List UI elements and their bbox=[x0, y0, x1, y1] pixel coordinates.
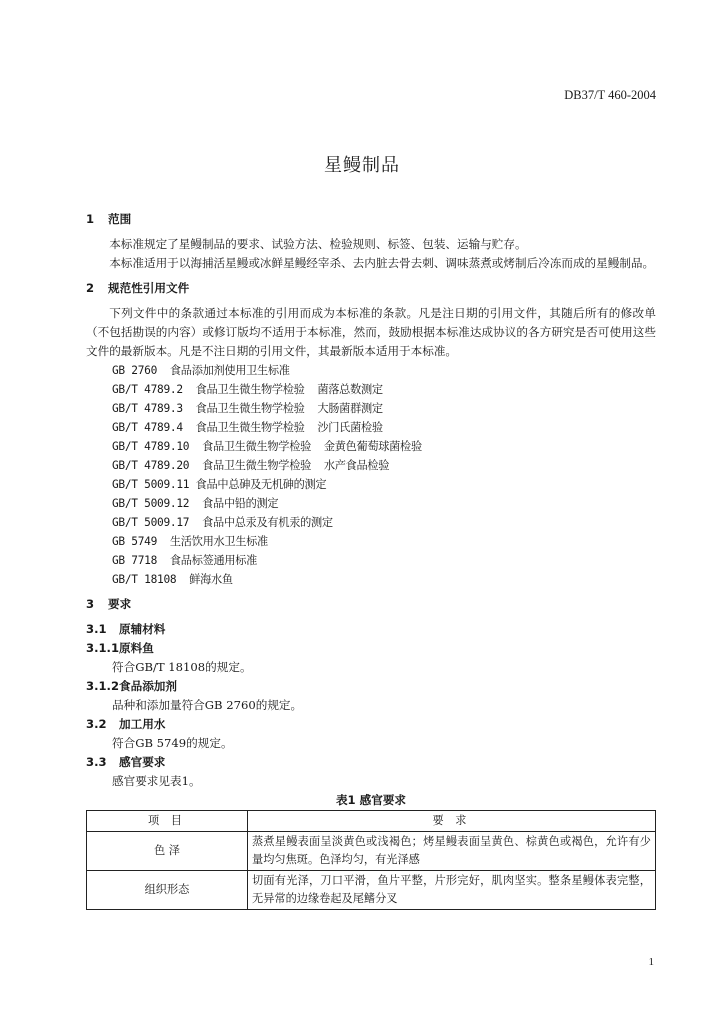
section-number: 3.1.2 bbox=[86, 679, 120, 693]
reference-item: GB/T 5009.11 食品中总砷及无机砷的测定 bbox=[112, 478, 327, 491]
document-title: 星鳗制品 bbox=[324, 155, 400, 176]
reference-item: GB/T 4789.10 食品卫生微生物学检验 金黄色葡萄球菌检验 bbox=[112, 440, 422, 453]
paragraph: 本标准规定了星鳗制品的要求、试验方法、检验规则、标签、包装、运输与贮存。 bbox=[109, 237, 527, 251]
reference-list bbox=[86, 361, 656, 589]
section-3-2-heading bbox=[86, 715, 656, 734]
table-cell-requirement: 蒸煮星鳗表面呈淡黄色或浅褐色；烤星鳗表面呈黄色、棕黄色或褐色，允许有少量均匀焦斑。色泽均匀，有光泽感 bbox=[248, 832, 656, 871]
table-title: 表1 感官要求 bbox=[335, 793, 407, 807]
table-cell-requirement: 切面有光泽，刀口平滑，鱼片平整，片形完好，肌肉坚实。整条星鳗体表完整，无异常的边缘卷起及尾鳍分叉 bbox=[248, 871, 656, 910]
section-title: 范围 bbox=[108, 212, 132, 226]
section-3-1-2-heading bbox=[86, 677, 656, 696]
reference-item: GB/T 5009.12 食品中铅的测定 bbox=[112, 497, 279, 510]
section-title: 要求 bbox=[108, 597, 132, 611]
reference-item: GB 5749 生活饮用水卫生标准 bbox=[112, 535, 268, 548]
section-2-heading bbox=[86, 279, 656, 298]
table-header-requirement: 要 求 bbox=[248, 811, 656, 832]
section-3-1-1-heading bbox=[86, 639, 656, 658]
section-title: 感官要求 bbox=[119, 755, 166, 769]
page-number: 1 bbox=[648, 956, 654, 968]
table-row bbox=[87, 832, 656, 871]
section-title: 食品添加剂 bbox=[119, 679, 177, 693]
table-cell-item: 组织形态 bbox=[87, 871, 248, 910]
section-number: 3.2 bbox=[86, 717, 107, 731]
section-3-heading bbox=[86, 595, 656, 614]
section-title: 加工用水 bbox=[119, 717, 166, 731]
section-title: 原辅材料 bbox=[119, 622, 166, 636]
standard-code: DB37/T 460-2004 bbox=[564, 88, 656, 102]
sensory-requirements-table bbox=[86, 810, 656, 910]
reference-item: GB/T 4789.4 食品卫生微生物学检验 沙门氏菌检验 bbox=[112, 421, 383, 434]
section-3-3-heading bbox=[86, 753, 656, 772]
paragraph: 感官要求见表1。 bbox=[112, 774, 201, 788]
paragraph: 符合GB 5749的规定。 bbox=[112, 736, 233, 750]
section-title: 规范性引用文件 bbox=[108, 281, 190, 295]
section-title: 原料鱼 bbox=[119, 641, 154, 655]
paragraph: 本标准适用于以海捕活星鳗或冰鲜星鳗经宰杀、去内脏去骨去刺、调味蒸煮或烤制后冷冻而成的星鳗制品。 bbox=[109, 256, 655, 270]
section-number: 3.3 bbox=[86, 755, 107, 769]
section-number: 3.1 bbox=[86, 622, 107, 636]
section-1-heading bbox=[86, 210, 656, 229]
section-3-1-heading bbox=[86, 620, 656, 639]
reference-item: GB/T 4789.20 食品卫生微生物学检验 水产食品检验 bbox=[112, 459, 390, 472]
table-header-item: 项 目 bbox=[87, 811, 248, 832]
section-number: 1 bbox=[86, 212, 95, 226]
paragraph: 符合GB/T 18108的规定。 bbox=[112, 660, 252, 674]
table-cell-item: 色 泽 bbox=[87, 832, 248, 871]
reference-item: GB/T 5009.17 食品中总汞及有机汞的测定 bbox=[112, 516, 333, 529]
paragraph: 品种和添加量符合GB 2760的规定。 bbox=[112, 698, 303, 712]
reference-item: GB 7718 食品标签通用标准 bbox=[112, 554, 258, 567]
table-header-row bbox=[87, 811, 656, 832]
reference-item: GB 2760 食品添加剂使用卫生标准 bbox=[112, 364, 290, 377]
section-number: 2 bbox=[86, 281, 95, 295]
table-row bbox=[87, 871, 656, 910]
document-body bbox=[86, 210, 656, 910]
section-number: 3.1.1 bbox=[86, 641, 120, 655]
reference-item: GB/T 4789.3 食品卫生微生物学检验 大肠菌群测定 bbox=[112, 402, 383, 415]
paragraph: 下列文件中的条款通过本标准的引用而成为本标准的条款。凡是注日期的引用文件，其随后所有的修改单（不包括勘误的内容）或修订版均不适用于本标准，然而，鼓励根据本标准达成协议的各方研究是否可使用这些文件的最新版本。凡是不注日期的引用文件，其最新版本适用于本标准。 bbox=[86, 306, 656, 358]
reference-item: GB/T 18108 鲜海水鱼 bbox=[112, 573, 233, 586]
section-number: 3 bbox=[86, 597, 95, 611]
reference-item: GB/T 4789.2 食品卫生微生物学检验 菌落总数测定 bbox=[112, 383, 383, 396]
